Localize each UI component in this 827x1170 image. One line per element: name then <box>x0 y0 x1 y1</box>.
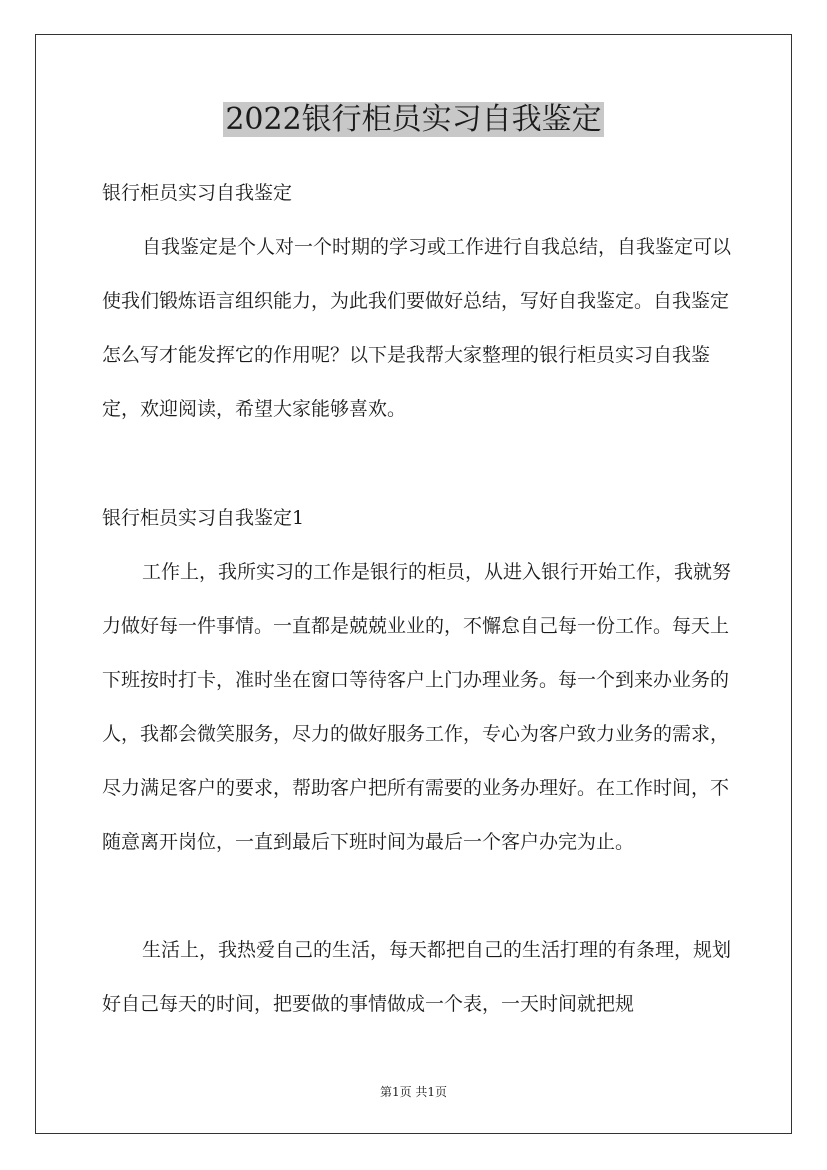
page-footer: 第1页 共1页 <box>379 1085 448 1099</box>
intro-paragraph: 自我鉴定是个人对一个时期的学习或工作进行自我总结，自我鉴定可以使我们锻炼语言组织能力，为此我们要做好总结，写好自我鉴定。自我鉴定怎么写才能发挥它的作用呢？以下是我帮大家整理的银行柜员实习自我鉴定，欢迎阅读，希望大家能够喜欢。 <box>102 236 732 420</box>
document-title-text: 2022银行柜员实习自我鉴定 <box>225 102 602 137</box>
intro-heading: 银行柜员实习自我鉴定 <box>102 182 293 204</box>
section1-heading: 银行柜员实习自我鉴定1 <box>102 507 305 529</box>
section1-paragraph-2: 生活上，我热爱自己的生活，每天都把自己的生活打理的有条理，规划好自己每天的时间，把要做的事情做成一个表，一天时间就把规 <box>102 939 732 1015</box>
document-title <box>0 100 827 140</box>
section1-paragraph-1: 工作上，我所实习的工作是银行的柜员，从进入银行开始工作，我就努力做好每一件事情。一直都是兢兢业业的，不懈怠自己每一份工作。每天上下班按时打卡，准时坐在窗口等待客户上门办理业务。每一个到来办业务的人，我都会微笑服务，尽力的做好服务工作，专心为客户致力业务的需求，尽力满足客户的要求，帮助客户把所有需要的业务办理好。在工作时间，不随意离开岗位，一直到最后下班时间为最后一个客户办完为止。 <box>102 561 732 853</box>
